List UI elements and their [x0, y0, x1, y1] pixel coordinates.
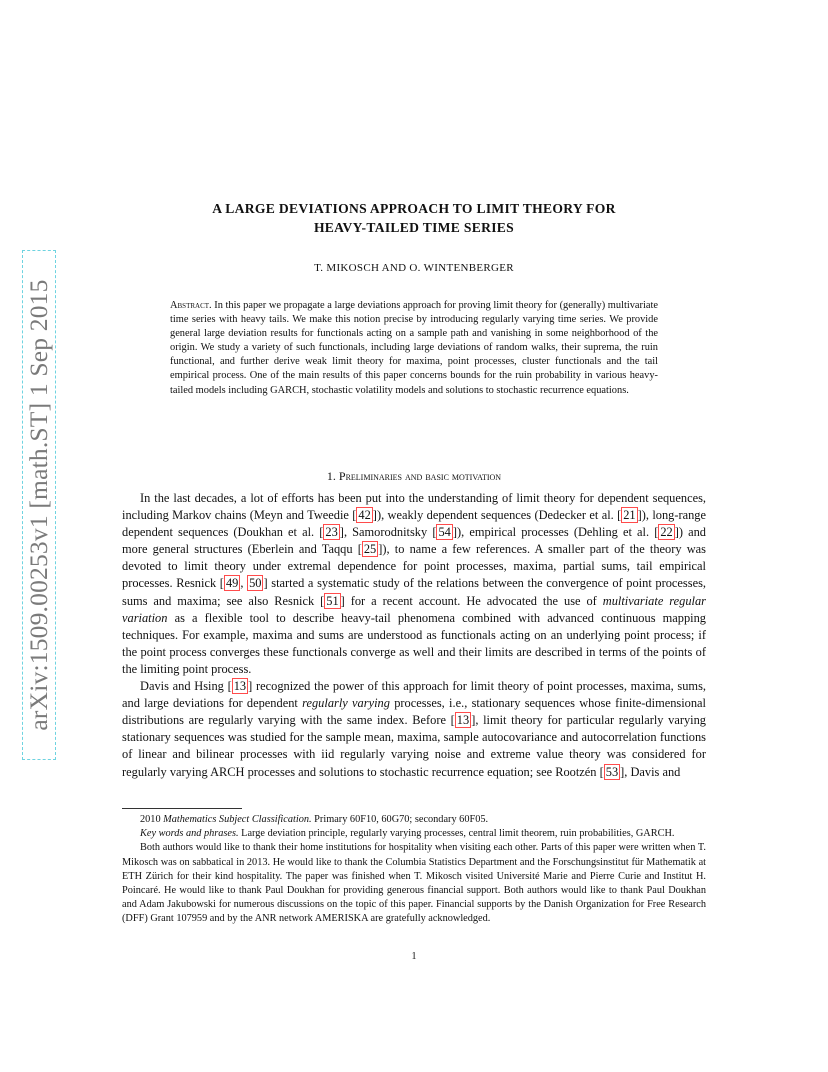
footnote-rule [122, 808, 242, 809]
msc-text: Primary 60F10, 60G70; secondary 60F05. [311, 814, 489, 825]
text-run: , limit theory for particular regularly varying stationary sequences was studied for the sample mean, maxima, sample autocovariance and autocorrelation functions of linear and bilinear processes with iid regularly varying noise and extreme value theory was considered for regularly varying ARCH processes and solutions to stochastic recurrence equation; see Rootzén [122, 713, 706, 779]
arxiv-sidebar-stamp[interactable] [22, 250, 56, 760]
citation-link[interactable]: 42 [358, 508, 371, 523]
text-run: processes, i.e., stationary sequences whose finite-dimensional distributions are regularly varying with the same index. Before [122, 696, 706, 728]
text-run: ), long-range dependent sequences (Doukhan et al. [122, 508, 707, 540]
title-line-1: A LARGE DEVIATIONS APPROACH TO LIMIT THEORY FOR [212, 201, 616, 216]
msc-footnote [122, 813, 706, 827]
text-run: In the last decades, a lot of efforts has been put into the understanding of limit theory for dependent sequences, including Markov chains (Meyn and Tweedie [122, 491, 706, 523]
abstract [170, 299, 658, 398]
keywords-label: Key words and phrases. [140, 828, 239, 840]
authors: T. MIKOSCH AND O. WINTENBERGER [314, 262, 514, 274]
paragraph-2: Davis and Hsing [ 13 ] recognized the power of this approach for limit theory of point processes, maxima, sums, and large deviations for dependent regularly varying processes, i.e., stationary sequences whose finite-dimensional distributions are regularly varying with the same index. Before [ 13 ], limit theory for particular regularly varying stationary sequences was studied for the sample mean, maxima, sample autocovariance and autocorrelation functions of linear and bilinear processes with iid regularly varying noise and extreme value theory was considered for regularly varying ARCH processes and solutions to stochastic recurrence equation; see Rootzén [ 53 ], Davis and [122, 679, 706, 779]
text-run: as a flexible tool to describe heavy-tail phenomena combined with advanced continuous mapping techniques. For example, maxima and sums are understood as functionals acting on an underlying point process; if the point process converges these functionals converge as well and their limits are described in terms of the points of the limiting point process. [122, 610, 706, 676]
keywords-footnote [122, 827, 706, 841]
abstract-label: Abstract. [170, 300, 212, 311]
text-run: , Davis and [624, 764, 681, 779]
text-run: ), empirical processes (Dehling et al. [456, 525, 655, 540]
text-run: ), to name a few references. A smaller part of the theory was devoted to limit theory under extremal dependence for point processes, maxima, partial sums, tail empirical processes. Resnick [122, 542, 706, 591]
text-run: started a systematic study of the relations between the convergence of point processes, sums and maxima; see also Resnick [122, 576, 706, 608]
body-text [122, 490, 706, 781]
text-run: , Samorodnitsky [343, 525, 433, 540]
citation-link[interactable]: 49 [225, 576, 239, 591]
acknowledgements-footnote: Both authors would like to thank their home institutions for hospitality when visiting each other. Parts of this paper were written when T. Mikosch was on sabbatical in 2013. He would like to thank the Columbia Statistics Department and the Forschungsinstitut für Mathematik at ETH Zürich for their kind hospitality. The paper was finished when T. Mikosch visited Université Marie and Pierre Curie and Institut H. Poincaré. He would like to thank Paul Doukhan for providing generous financial support. Both authors would like to thank Paul Doukhan and Adam Jakubowski for numerous discussions on the topic of this paper. Financial supports by the Danish Organization for Free Research (DFF) Grant 107959 and by the ANR network AMERISKA are gratefully acknowledged. [122, 842, 706, 925]
text-run: for a recent account. He advocated the use of [344, 593, 603, 608]
msc-label: Mathematics Subject Classification. [163, 814, 312, 825]
emphasis: multivariate regular variation [122, 593, 706, 625]
text-run: , [240, 576, 248, 591]
paragraph-1: In the last decades, a lot of efforts has been put into the understanding of limit theory for dependent sequences, including Markov chains (Meyn and Tweedie [ 42 ]), weakly dependent sequences (Dedecker et al. [ 21 ]), long-range dependent sequences (Doukhan et al. [ 23 ], Samorodnitsky [ 54 ]), empirical processes (Dehling et al. [ 22 ]) and more general structures (Eberlein and Taqqu [ 25 ]), to name a few references. A smaller part of the theory was devoted to limit theory under extremal dependence for point processes, maxima, partial sums, tail empirical processes. Resnick [ 49 , 50 ] started a systematic study of the relations between the convergence of point processes, sums and maxima; see also Resnick [ 51 ] for a recent account. He advocated the use of multivariate regular variation as a flexible tool to describe heavy-tail phenomena combined with advanced continuous mapping techniques. For example, maxima and sums are understood as functionals acting on an underlying point process; if the point process converges these functionals converge as well and their limits are described in terms of the points of the limiting point process. [122, 491, 707, 676]
arxiv-identifier[interactable]: arXiv:1509.00253v1 [math.ST] 1 Sep 2015 [24, 279, 53, 731]
citation-link[interactable]: 21 [623, 508, 636, 523]
citation-link[interactable]: 50 [249, 576, 262, 591]
citation-link[interactable]: 53 [605, 764, 619, 779]
keywords-text: Large deviation principle, regularly varying processes, central limit theorem, ruin probabilities, GARCH. [238, 828, 675, 840]
citation-link[interactable]: 13 [456, 713, 470, 728]
page-number: 1 [411, 951, 417, 962]
citation-link[interactable]: 23 [325, 525, 338, 540]
text-run: ), weakly dependent sequences (Dedecker et al. [376, 508, 618, 523]
citation-link[interactable]: 13 [233, 679, 247, 694]
citation-link[interactable]: 54 [438, 525, 451, 540]
msc-year: 2010 [140, 814, 164, 825]
citation-link[interactable]: 25 [363, 542, 377, 557]
text-run: recognized the power of this approach for limit theory of point processes, maxima, sums, and large deviations for dependent [122, 679, 706, 711]
text-run: Davis and Hsing [140, 679, 228, 694]
section-number: 1. [326, 469, 336, 483]
citation-link[interactable]: 22 [660, 525, 673, 540]
emphasis: regularly varying [302, 696, 390, 711]
citation-link[interactable]: 51 [326, 593, 339, 608]
section-heading [120, 469, 708, 484]
footnotes [122, 813, 706, 927]
paper-title [120, 200, 708, 237]
abstract-text: In this paper we propagate a large deviations approach for proving limit theory for (generally) multivariate time series with heavy tails. We make this notion precise by introducing regularly varying time series. We provide general large deviation results for functionals acting on a sample path and vanishing in some neighborhood of the origin. We study a variety of such functionals, including large deviations of random walks, their suprema, the ruin functional, and further derive weak limit theory for maxima, point processes, cluster functionals and the tail empirical process. One of the main results of this paper concerns bounds for the ruin probability in various heavy-tailed models including GARCH, stochastic volatility models and solutions to stochastic recurrence equations. [170, 300, 658, 396]
title-line-2: HEAVY-TAILED TIME SERIES [313, 219, 515, 235]
section-title: Preliminaries and basic motivation [338, 469, 502, 483]
text-run: ) and more general structures (Eberlein and Taqqu [122, 525, 707, 557]
